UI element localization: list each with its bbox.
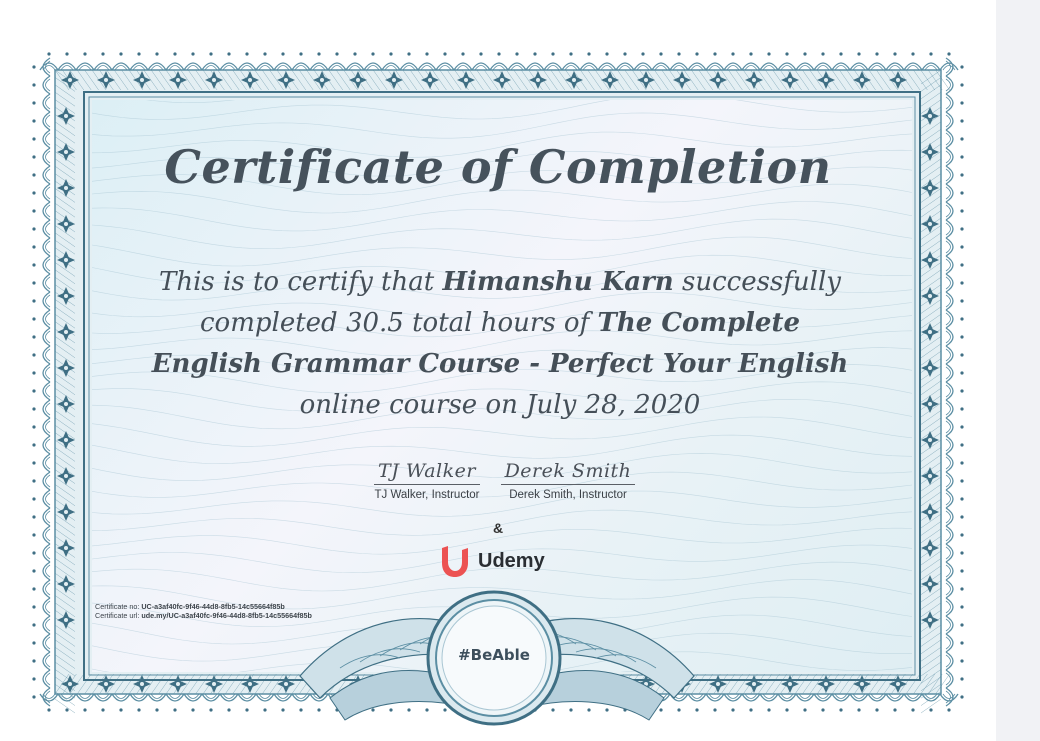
completed-text: completed — [199, 308, 338, 338]
course-title-line2: English Grammar Course - Perfect Your English — [151, 349, 849, 379]
seal-text: #BeAble — [458, 646, 530, 664]
certificate-number-label: Certificate no: — [95, 602, 140, 611]
intro-text: This is to certify that — [159, 267, 435, 297]
online-course-text: online course on — [299, 390, 518, 420]
certificate-url[interactable]: ude.my/UC-a3af40fc-9f46-44d8-8fb5-14c55664f85b — [141, 611, 312, 620]
signature-caption: Derek Smith, Instructor — [509, 489, 627, 501]
total-hours-text: total hours of — [412, 308, 590, 338]
certificate-title: Certificate of Completion — [164, 140, 832, 194]
page-right-margin — [996, 0, 1040, 741]
signature-caption: TJ Walker, Instructor — [374, 489, 480, 501]
recipient-name: Himanshu Karn — [442, 267, 674, 297]
certificate-number: UC-a3af40fc-9f46-44d8-8fb5-14c55664f85b — [141, 602, 285, 611]
certificate-url-label: Certificate url: — [95, 611, 140, 620]
seal-emblem — [0, 8, 996, 741]
certificate — [0, 8, 996, 741]
ampersand: & — [492, 520, 504, 536]
udemy-wordmark: Udemy — [478, 549, 545, 572]
page-top-strip — [0, 0, 996, 8]
signature-script: Derek Smith — [501, 460, 636, 485]
successfully-text: successfully — [681, 267, 841, 297]
completion-date: July 28, 2020 — [526, 390, 701, 420]
hours-value: 30.5 — [345, 308, 404, 338]
signature-script: TJ Walker — [374, 460, 480, 485]
course-title-line1: The Complete — [597, 308, 801, 338]
